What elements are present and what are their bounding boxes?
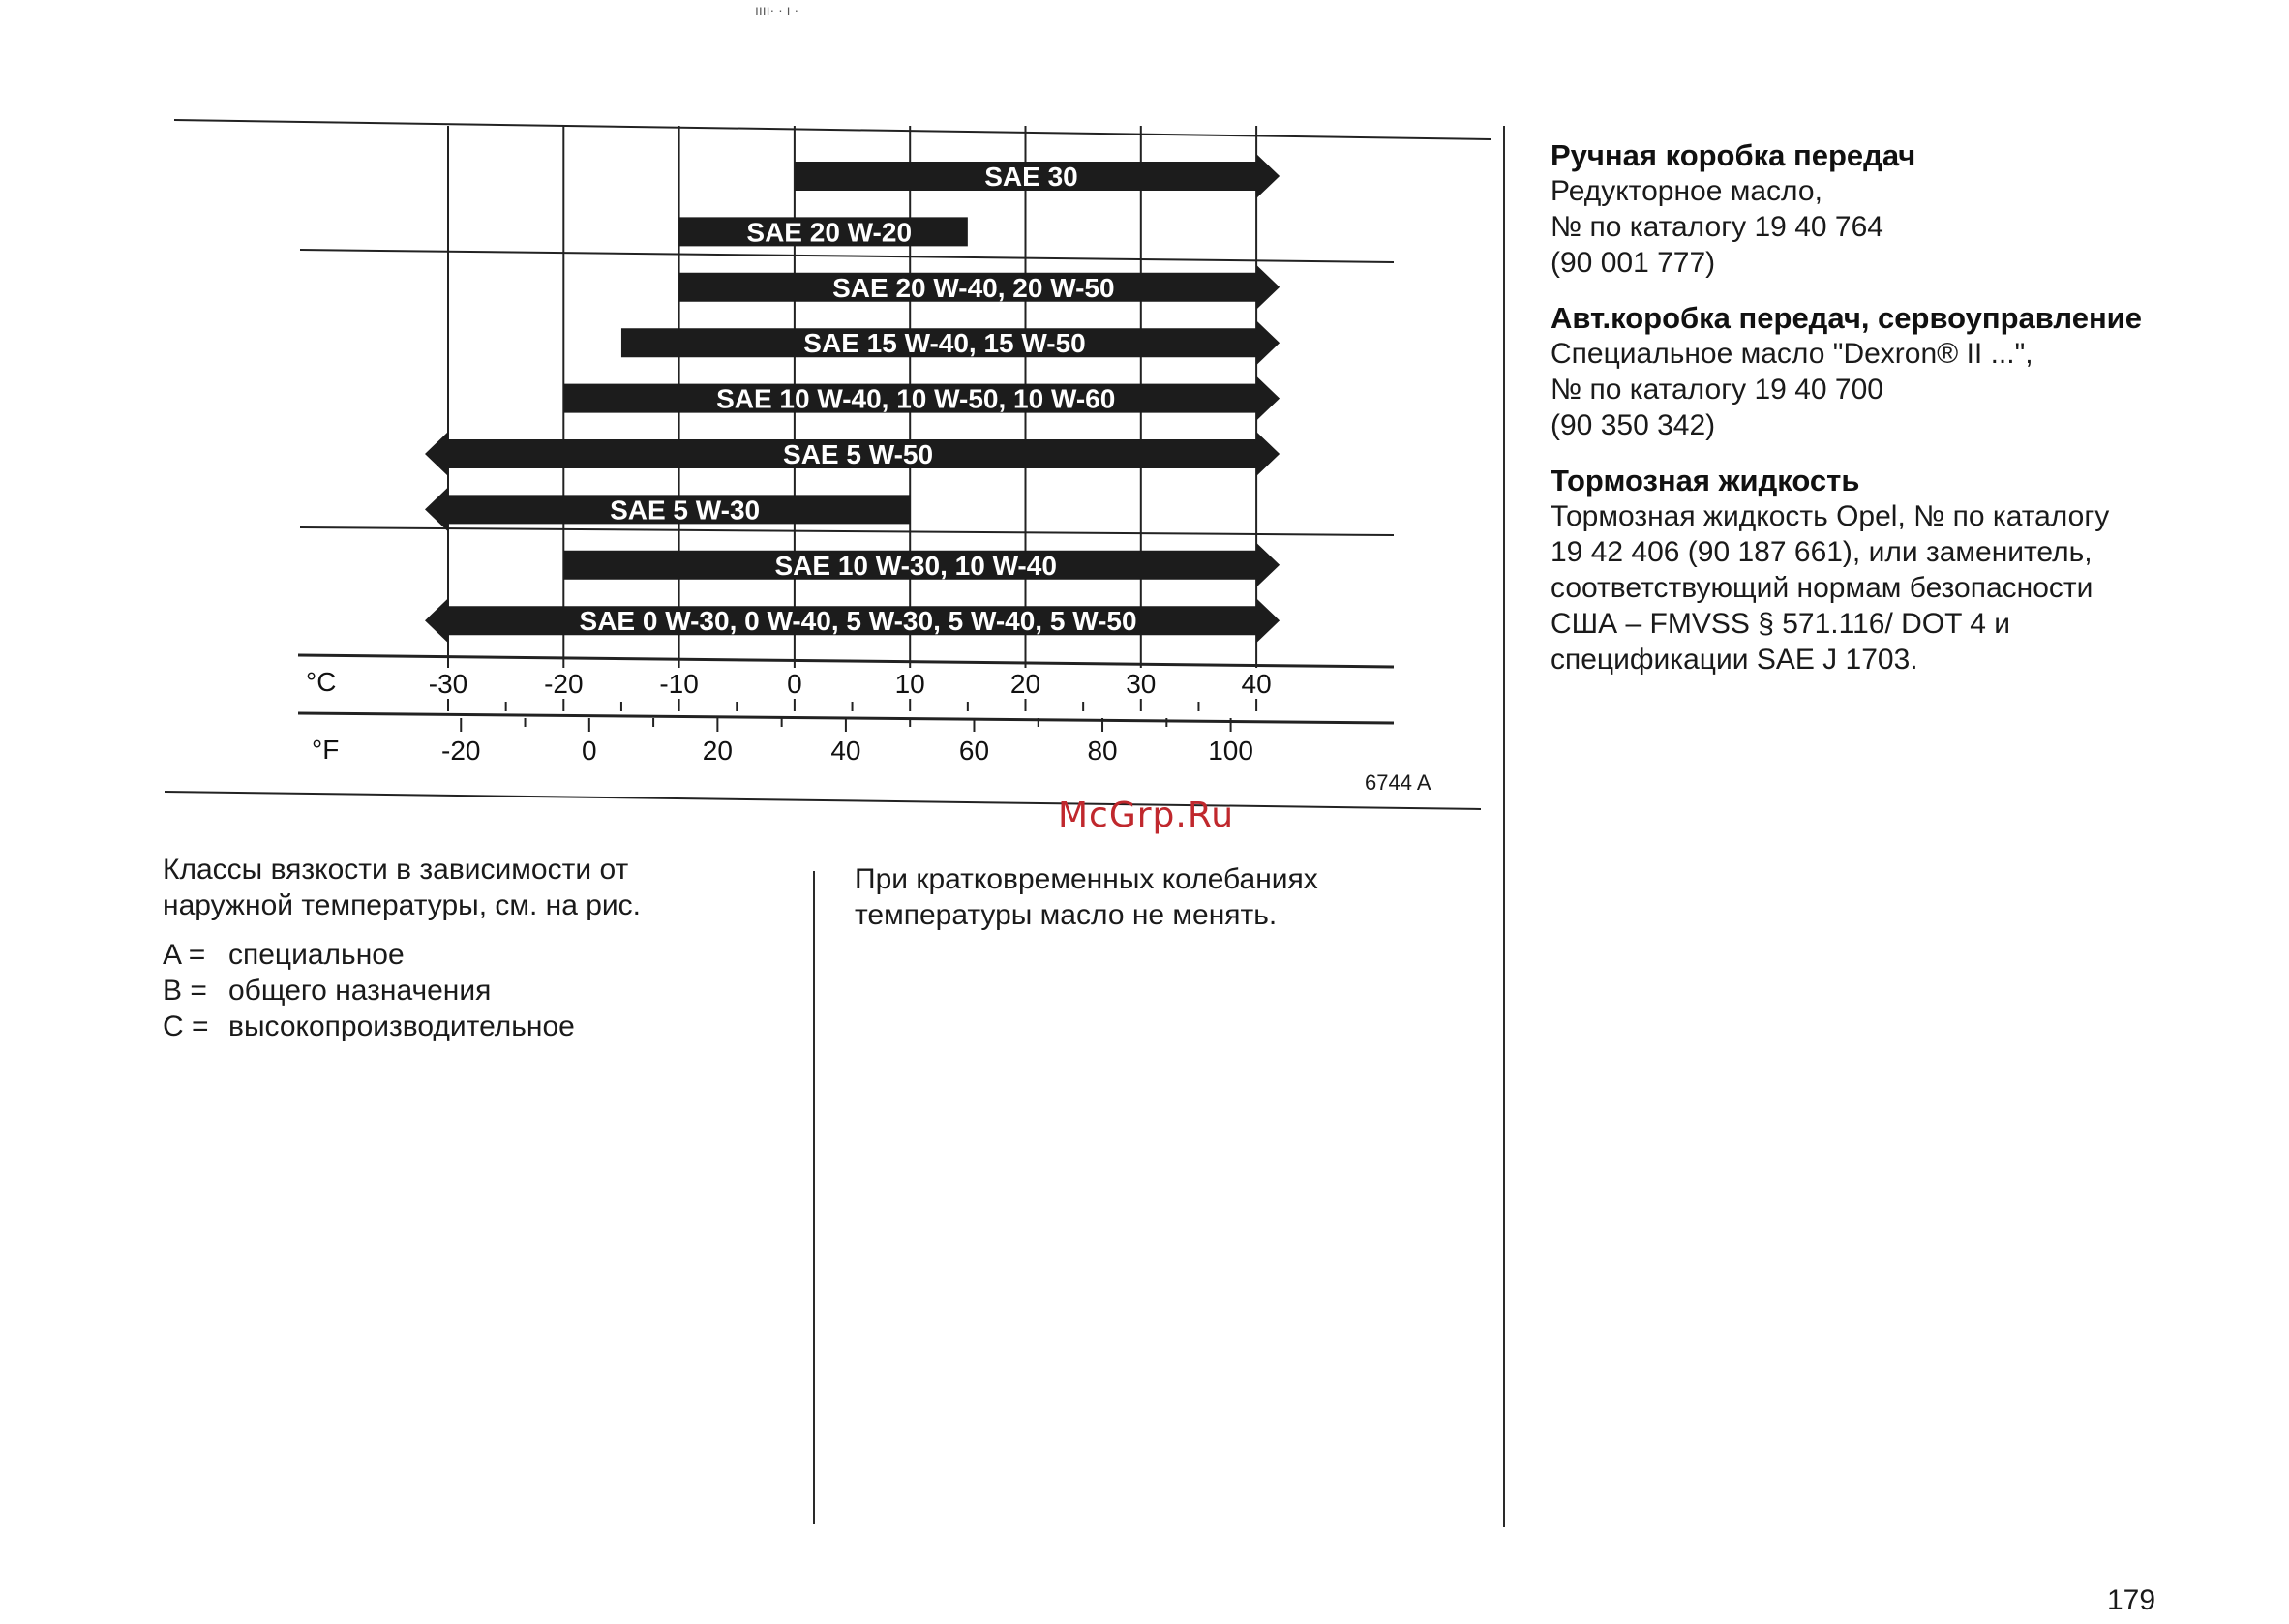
chart-bottom-border bbox=[165, 792, 1481, 809]
section-line: Редукторное масло, bbox=[1551, 175, 1822, 207]
chart-group-divider bbox=[300, 527, 1394, 535]
legend-item-a bbox=[163, 937, 641, 973]
section-line: спецификации SAE J 1703. bbox=[1551, 644, 1918, 676]
legend-value: специальное bbox=[228, 939, 405, 971]
column-divider-left bbox=[813, 871, 815, 1524]
celsius-tick-label: -30 bbox=[428, 669, 468, 699]
page-number: 179 bbox=[2107, 1584, 2156, 1616]
celsius-tick-label: 30 bbox=[1126, 669, 1157, 699]
legend-item-b bbox=[163, 973, 641, 1008]
right-column bbox=[1551, 137, 2142, 677]
section-line: (90 001 777) bbox=[1551, 247, 1716, 279]
fahrenheit-tick-label: 20 bbox=[702, 736, 733, 766]
legend-key: B = bbox=[163, 975, 207, 1007]
section-line: Специальное масло "Dexron® II ...", bbox=[1551, 338, 2033, 370]
fahrenheit-unit-label: °F bbox=[312, 735, 340, 765]
section-line: Тормозная жидкость Opel, № по каталогу bbox=[1551, 500, 2110, 532]
section-title: Авт.коробка передач, сервоуправление bbox=[1551, 301, 2142, 335]
oil-range-label: SAE 0 W-30, 0 W-40, 5 W-30, 5 W-40, 5 W-50 bbox=[579, 606, 1137, 637]
celsius-tick-label: 20 bbox=[1009, 669, 1041, 699]
section-auto-gearbox bbox=[1551, 300, 2142, 443]
fahrenheit-tick-label: -20 bbox=[441, 736, 481, 766]
oil-range-label: SAE 15 W-40, 15 W-50 bbox=[803, 328, 1086, 359]
oil-range-label: SAE 5 W-50 bbox=[783, 439, 934, 469]
section-line: № по каталогу 19 40 764 bbox=[1551, 211, 1883, 243]
caption-line: Классы вязкости в зависимости от bbox=[163, 854, 629, 886]
celsius-tick-label: -20 bbox=[544, 669, 584, 699]
celsius-tick-label: 40 bbox=[1241, 669, 1272, 699]
caption-line: наружной температуры, см. на рис. bbox=[163, 889, 642, 921]
header-marks: ıııı· · ı · bbox=[755, 2, 799, 17]
legend-item-c bbox=[163, 1008, 641, 1044]
section-brake-fluid bbox=[1551, 463, 2142, 677]
celsius-tick-label: 10 bbox=[894, 669, 925, 699]
section-title: Ручная коробка передач bbox=[1551, 138, 1916, 172]
legend-value: высокопроизводительное bbox=[228, 1010, 575, 1042]
note-line: При кратковременных колебаниях bbox=[855, 863, 1318, 895]
column-divider-right bbox=[1503, 126, 1505, 1527]
middle-column bbox=[855, 861, 1318, 933]
oil-range-label: SAE 5 W-30 bbox=[610, 495, 761, 526]
note-line: температуры масло не менять. bbox=[855, 899, 1278, 931]
section-line: (90 350 342) bbox=[1551, 409, 1716, 441]
section-line: № по каталогу 19 40 700 bbox=[1551, 374, 1883, 406]
oil-range-label: SAE 10 W-40, 10 W-50, 10 W-60 bbox=[716, 383, 1116, 414]
oil-range-label: SAE 30 bbox=[984, 162, 1078, 192]
legend-key: C = bbox=[163, 1010, 209, 1042]
fahrenheit-tick-label: 80 bbox=[1087, 736, 1118, 766]
celsius-axis-line bbox=[298, 655, 1394, 667]
section-line: США – FMVSS § 571.116/ DOT 4 и bbox=[1551, 608, 2011, 640]
fahrenheit-tick-label: 40 bbox=[830, 736, 861, 766]
legend-key: A = bbox=[163, 939, 206, 971]
chart-top-border bbox=[174, 120, 1491, 139]
oil-range-label: SAE 20 W-20 bbox=[746, 217, 913, 248]
watermark: McGrp.Ru bbox=[1058, 796, 1235, 835]
legend-value: общего назначения bbox=[228, 975, 492, 1007]
section-line: 19 42 406 (90 187 661), или заменитель, bbox=[1551, 536, 2093, 568]
section-line: соответствующий нормам безопасности bbox=[1551, 572, 2093, 604]
section-title: Тормозная жидкость bbox=[1551, 464, 1860, 497]
oil-range-label: SAE 10 W-30, 10 W-40 bbox=[774, 550, 1057, 581]
left-column bbox=[163, 852, 641, 1044]
chart-group-divider bbox=[300, 250, 1394, 262]
fahrenheit-tick-label: 0 bbox=[582, 736, 597, 766]
chart-axes bbox=[298, 655, 1394, 766]
fahrenheit-tick-label: 100 bbox=[1208, 736, 1253, 766]
chart-bars bbox=[425, 154, 1280, 643]
figure-id: 6744 A bbox=[1365, 770, 1431, 795]
section-manual-gearbox bbox=[1551, 137, 2142, 281]
celsius-unit-label: °C bbox=[306, 667, 337, 697]
oil-range-label: SAE 20 W-40, 20 W-50 bbox=[832, 272, 1115, 303]
celsius-tick-label: -10 bbox=[659, 669, 699, 699]
fahrenheit-tick-label: 60 bbox=[958, 736, 990, 766]
celsius-tick-label: 0 bbox=[787, 669, 802, 699]
